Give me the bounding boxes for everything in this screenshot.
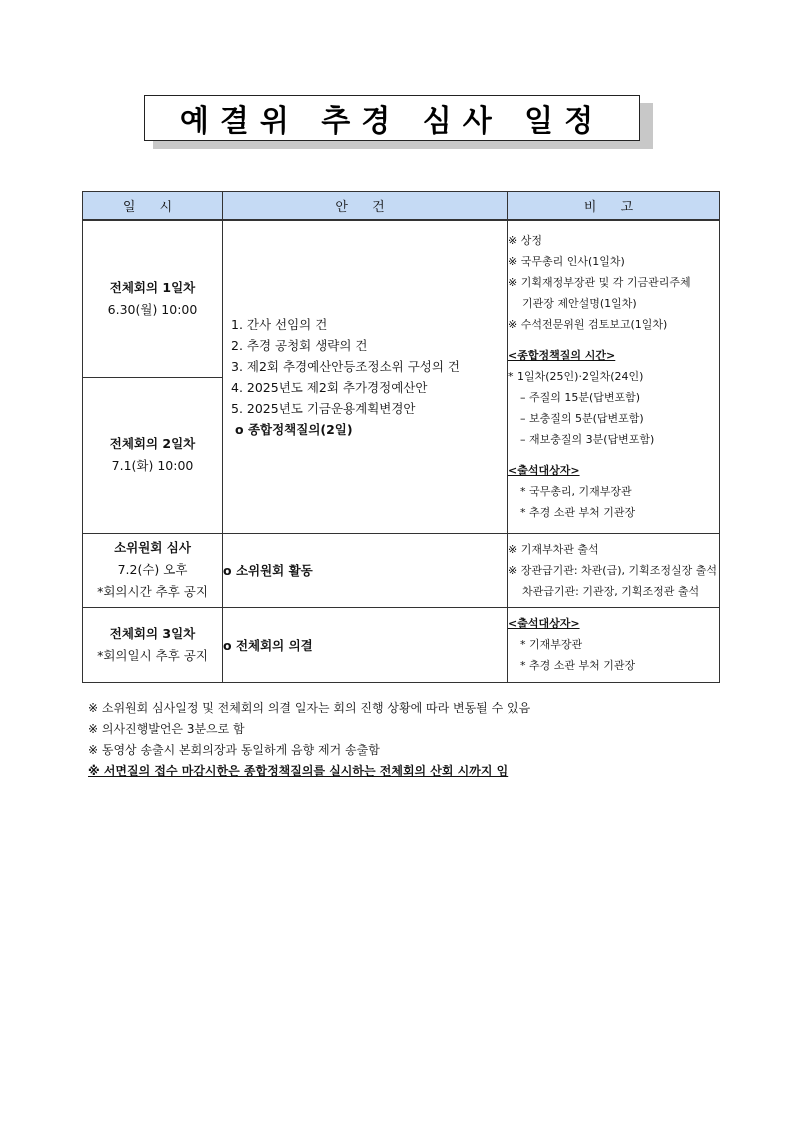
agenda-list	[223, 314, 507, 440]
agenda-cell-subcommittee: o 소위원회 활동	[223, 533, 508, 607]
table-row-day1	[83, 220, 720, 377]
remark-item: 차관급기관: 기관장, 기획조정관 출석	[522, 584, 700, 598]
session-name: 전체회의 3일차	[109, 625, 196, 641]
agenda-item: 4. 2025년도 제2회 추가경정예산안	[231, 379, 428, 395]
footnote: ※ 동영상 송출시 본회의장과 동일하게 음향 제거 송출함	[88, 743, 380, 757]
agenda-item: 1. 간사 선임의 건	[231, 316, 328, 332]
agenda-sub-item: o 종합정책질의(2일)	[235, 421, 353, 437]
remark-item: ※ 장관급기관: 차관(급), 기획조정실장 출석	[508, 563, 718, 577]
footnotes	[88, 698, 748, 782]
remarks-cell-subcommittee	[508, 533, 720, 607]
header-agenda: 안 건	[223, 192, 508, 221]
remark-item: ※ 상정	[508, 234, 542, 248]
session-name: 소위원회 심사	[114, 540, 191, 555]
agenda-cell-day3: o 전체회의 의결	[223, 607, 508, 682]
attend-line: * 추경 소관 부처 기관장	[520, 659, 636, 672]
session-note: *회의일시 추후 공지	[97, 647, 208, 663]
title-box	[144, 95, 640, 141]
remark-item: ※ 기획재정부장관 및 각 기금관리주체	[508, 276, 691, 290]
footnote: ※ 소위원회 심사일정 및 전체회의 의결 일자는 회의 진행 상황에 따라 변동될 수 있음	[88, 701, 531, 715]
table-row-day3	[83, 607, 720, 682]
header-date: 일 시	[83, 192, 223, 221]
attend-line: * 국무총리, 기재부장관	[520, 485, 632, 499]
remark-item: ※ 국무총리 인사(1일차)	[508, 255, 625, 269]
attend-heading: <출석대상자>	[508, 464, 580, 478]
remark-item: 기관장 제안설명(1일차)	[522, 297, 637, 311]
policy-line: * 1일차(25인)·2일차(24인)	[508, 370, 644, 384]
remarks-cell-main	[508, 220, 720, 533]
session-name: 전체회의 1일차	[109, 279, 196, 295]
remarks-cell-day3	[508, 607, 720, 682]
session-note: *회의시간 추후 공지	[97, 584, 208, 599]
footnote: ※ 의사진행발언은 3분으로 함	[88, 722, 245, 736]
policy-line: – 주질의 15분(답변포함)	[520, 391, 641, 405]
schedule-table	[82, 191, 720, 683]
attend-heading: <출석대상자>	[508, 617, 580, 630]
date-cell-day2	[83, 377, 223, 533]
session-time: 6.30(월) 10:00	[107, 301, 198, 317]
session-name: 전체회의 2일차	[109, 436, 196, 451]
date-cell-subcommittee	[83, 533, 223, 607]
session-time: 7.1(화) 10:00	[111, 458, 194, 473]
agenda-item: 3. 제2회 추경예산안등조정소위 구성의 건	[231, 358, 460, 374]
policy-line: – 재보충질의 3분(답변포함)	[520, 433, 655, 447]
footnote-emphasis: ※ 서면질의 접수 마감시한은 종합정책질의를 실시하는 전체회의 산회 시까지 임	[88, 764, 509, 778]
attend-line: * 추경 소관 부처 기관장	[520, 506, 636, 520]
table-row-subcommittee	[83, 533, 720, 607]
date-cell-day1	[83, 220, 223, 377]
header-remarks: 비 고	[508, 192, 720, 221]
date-cell-day3	[83, 607, 223, 682]
policy-heading: <종합정책질의 시간>	[508, 349, 616, 363]
table-header-row	[83, 192, 720, 221]
remark-item: ※ 수석전문위원 검토보고(1일차)	[508, 318, 668, 332]
remark-item: ※ 기재부차관 출석	[508, 542, 599, 556]
policy-line: – 보충질의 5분(답변포함)	[520, 412, 644, 426]
agenda-item: 5. 2025년도 기금운용계획변경안	[231, 400, 416, 416]
attend-line: * 기재부장관	[520, 638, 583, 651]
session-time: 7.2(수) 오후	[117, 562, 188, 577]
agenda-item: 2. 추경 공청회 생략의 건	[231, 337, 368, 353]
page-title: 예결위 추경 심사 일정	[179, 104, 605, 139]
agenda-cell-main	[223, 220, 508, 533]
